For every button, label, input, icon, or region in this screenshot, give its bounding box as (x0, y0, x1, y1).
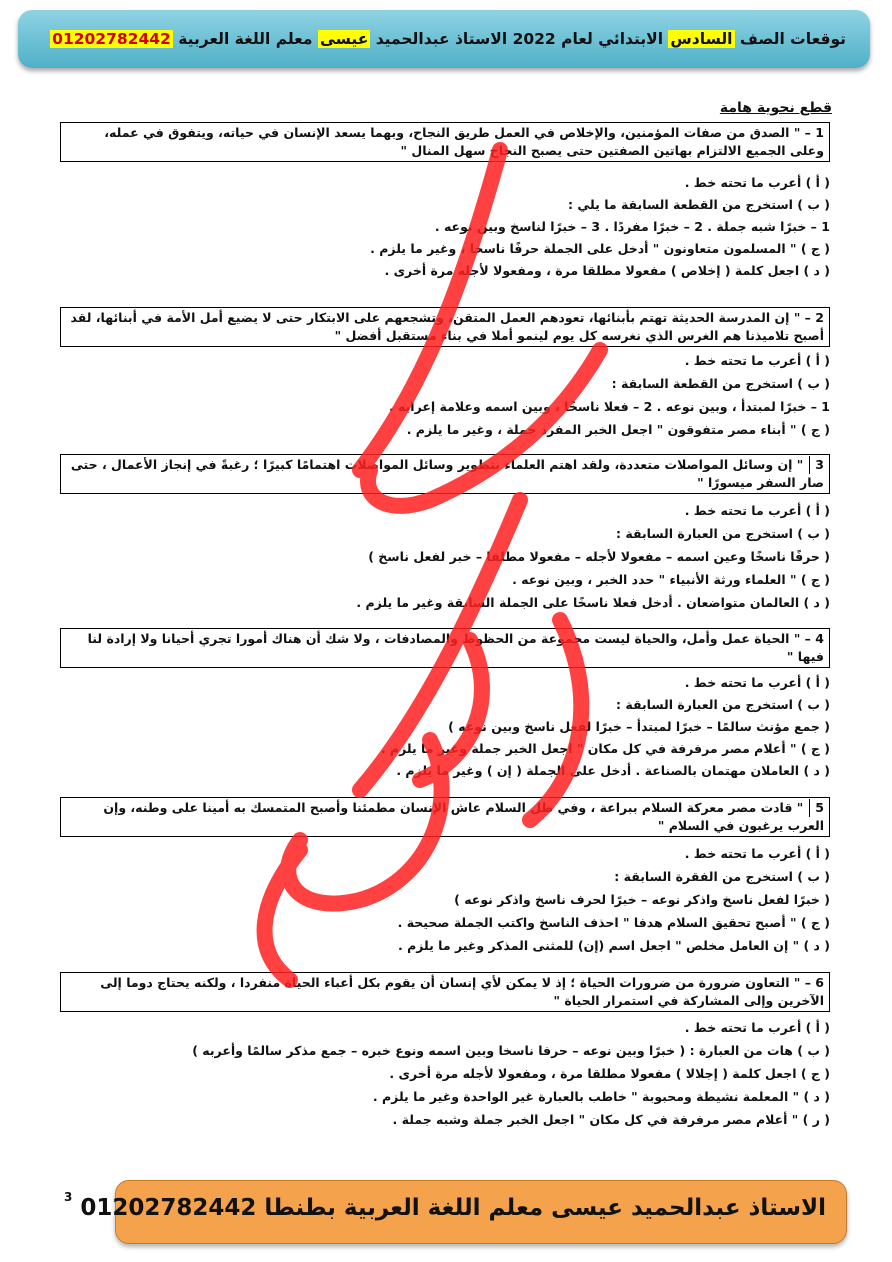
passage-box (60, 454, 830, 494)
footer-banner (80, 1180, 847, 1244)
question-line: ( د ) العالمان متواضعان . أدخل فعلا ناسخًا على الجملة السابقة وغير ما يلزم . (356, 595, 830, 610)
passage-box (60, 307, 830, 347)
question-line: ( ب ) استخرج من الفقرة السابقة : (614, 869, 830, 884)
footer-text: الاستاذ عبدالحميد عيسى معلم اللغة العربية بطنطا 01202782442 (80, 1195, 826, 1221)
header-banner (18, 10, 870, 68)
question-line: ( ج ) " المسلمون متعاونون " أدخل على الجملة حرفًا ناسخا ، وغير ما يلزم . (370, 241, 830, 256)
question-line: ( أ ) أعرب ما تحته خط . (684, 353, 830, 368)
question-line: ( أ ) أعرب ما تحته خط . (684, 1020, 830, 1035)
passage-box (60, 122, 830, 162)
section-title: قطع نحوية هامة (719, 100, 832, 116)
question-line: ( ج ) " أعلام مصر مرفرفة في كل مكان " اجعل الخبر جملة وغير ما يلزم . (380, 741, 830, 756)
question-line: ( أ ) أعرب ما تحته خط . (684, 846, 830, 861)
question-line: ( د ) اجعل كلمة ( إخلاص ) مفعولا مطلقا مرة ، ومفعولا لأجله مرة أخرى . (384, 263, 830, 278)
header-grade: السادس (670, 30, 733, 48)
passage-text: 1 – " الصدق من صفات المؤمنين، والإخلاص في العمل طريق النجاح، وبهما يسعد الإنسان في حياته، ويتفوق في عمله، وعلى الجميع الالتزام بهاتين الصفتين حتى يصبح النجاح سهل المنال " (104, 125, 824, 158)
question-line: ( ج ) " أصبح تحقيق السلام هدفا " احذف الناسخ واكتب الجملة صحيحة . (397, 915, 830, 930)
header-part3: الابتدائي لعام 2022 الاستاذ عبدالحميد (375, 30, 664, 48)
passage-text: 6 – " التعاون ضرورة من ضرورات الحياة ؛ إذ لا يمكن لأي إنسان أن يقوم بكل أعباء الحياة منفردا ، ولكنه يحتاج دوما إلى الآخرين وإلى المشاركة في استمرار الحياة " (100, 975, 824, 1008)
passage-text: " قادت مصر معركة السلام ببراعة ، وفي ظل السلام عاش الإنسان مطمئنا وأصبح المتمسك به أمينا على وطنه، وإن العرب يرغبون في السلام " (103, 800, 824, 833)
question-line: ( د ) " إن العامل مخلص " اجعل اسم (إن) للمثنى المذكر وغير ما يلزم . (398, 938, 830, 953)
question-line: 1 – خبرًا شبه جملة . 2 – خبرًا مفردًا . 3 – خبرًا لناسخ وبين نوعه . (434, 219, 830, 234)
question-line: ( جمع مؤنث سالمًا – خبرًا لمبتدأ – خبرًا لفعل ناسخ وبين نوعه ) (448, 719, 830, 734)
question-line: ( ب ) استخرج من العبارة السابقة : (616, 526, 830, 541)
passage-text: 4 – " الحياة عمل وأمل، والحياة ليست مجموعة من الحظوظ والمصادفات ، ولا شك أن هناك أمورا تجري أحيانا ولا إرادة لنا فيها " (87, 631, 824, 664)
question-line: 1 – خبرًا لمبتدأ ، وبين نوعه . 2 – فعلا ناسخًا ، وبين اسمه وعلامة إعرابه . (388, 399, 830, 414)
header-phone: 01202782442 (52, 30, 171, 48)
question-line: ( أ ) أعرب ما تحته خط . (684, 503, 830, 518)
header-subject: معلم اللغة العربية (178, 30, 313, 48)
passage-text: " إن وسائل المواصلات متعددة، ولقد اهتم العلماء بتطوير وسائل المواصلات اهتمامًا كبيرًا ؛ رغبةً في إنجاز الأعمال ، حتى صار السفر ميسورًا " (70, 457, 824, 490)
question-line: ( ر ) " أعلام مصر مرفرفة في كل مكان " اجعل الخبر جملة وشبه جملة . (392, 1112, 830, 1127)
passage-text: 2 – " إن المدرسة الحديثة تهتم بأبنائها، تعودهم العمل المتقن، وتشجعهم على الابتكار حتى لا يضيع أمل الأمة في أبنائها، لقد أصبح تلاميذنا هم الغرس الذي نغرسه كل يوم لينمو أملا في بناء مستقبل أفضل " (70, 310, 824, 343)
question-line: ( أ ) أعرب ما تحته خط . (684, 675, 830, 690)
question-line: ( أ ) أعرب ما تحته خط . (684, 175, 830, 190)
passage-box (60, 972, 830, 1012)
question-line: ( ب ) هات من العبارة : ( خبرًا وبين نوعه – حرفا ناسخا وبين اسمه ونوع خبره – جمع مذكر سالمًا وأعربه ) (192, 1043, 830, 1058)
question-line: ( د ) " المعلمة نشيطة ومحبوبة " خاطب بالعبارة غير الواحدة وغير ما يلزم . (372, 1089, 830, 1104)
header-title (50, 30, 846, 48)
passage-box (60, 797, 830, 837)
passage-number: 3 (809, 456, 824, 474)
passage-box (60, 628, 830, 668)
header-part1: توقعات الصف (739, 30, 846, 48)
question-line: ( ج ) اجعل كلمة ( إجلالا ) مفعولا مطلقا مرة ، ومفعولا لأجله مرة أخرى . (389, 1066, 830, 1081)
passage-number: 5 (809, 799, 824, 817)
question-line: ( خبرًا لفعل ناسخ واذكر نوعه – خبرًا لحرف ناسخ واذكر نوعه ) (454, 892, 830, 907)
question-line: ( د ) العاملان مهتمان بالصناعة . أدخل على الجملة ( إن ) وغير ما يلزم . (396, 763, 830, 778)
question-line: ( ب ) استخرج من القطعة السابقة ما يلي : (568, 197, 830, 212)
question-line: ( ج ) " العلماء ورثة الأنبياء " حدد الخبر ، وبين نوعه . (512, 572, 830, 587)
page-number: 3 (64, 1190, 73, 1204)
question-line: ( حرفًا ناسخًا وعين اسمه – مفعولا لأجله – مفعولا مطلقا – خبر لفعل ناسخ ) (368, 549, 830, 564)
question-line: ( ب ) استخرج من العبارة السابقة : (616, 697, 830, 712)
question-line: ( ج ) " أبناء مصر متفوقون " اجعل الخبر المفرد جملة ، وغير ما يلزم . (406, 422, 830, 437)
question-line: ( ب ) استخرج من القطعة السابقة : (611, 376, 830, 391)
header-name: عيسى (319, 30, 369, 48)
